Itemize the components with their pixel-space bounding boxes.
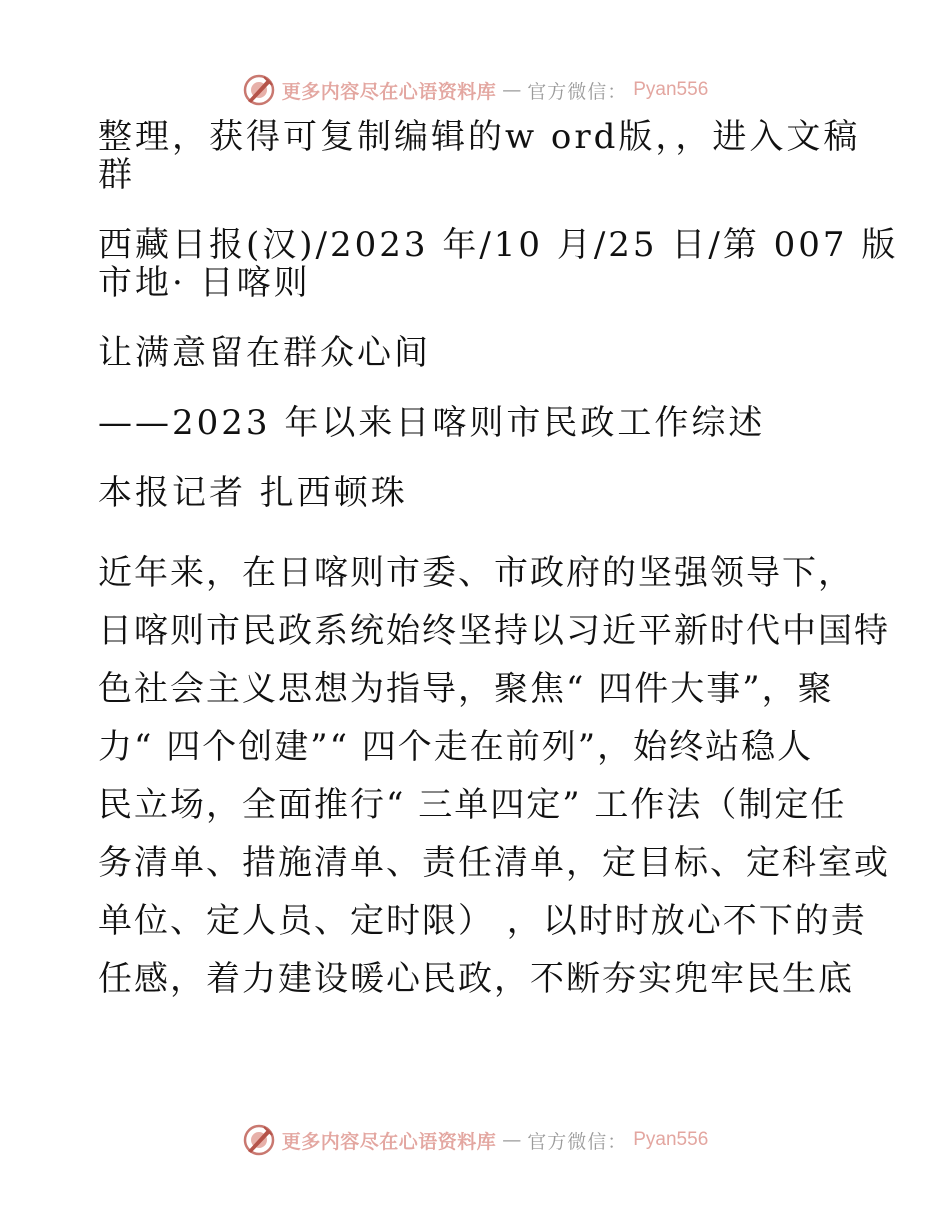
paragraph-line: 西藏日报(汉)/2023 年/10 月/25 日/第 007 版	[98, 225, 899, 265]
body-line: 近年来，在日喀则市委、市政府的坚强领导下，	[98, 553, 854, 593]
body-line: 日喀则市民政系统始终坚持以习近平新时代中国特	[98, 611, 890, 651]
body-line: 务清单、措施清单、责任清单，定目标、定科室或	[98, 843, 890, 883]
watermark-main-text: 更多内容尽在心语资料库	[281, 80, 497, 103]
body-line: 力“ 四个创建”“ 四个走在前列”，始终站稳人	[98, 727, 814, 767]
body-line: 民立场，全面推行“ 三单四定” 工作法（制定任	[98, 785, 847, 825]
body-line: 色社会主义思想为指导，聚焦“ 四件大事”，聚	[98, 669, 834, 709]
watermark-account: Pyan556	[633, 1129, 709, 1150]
paragraph-line: 市地· 日喀则	[98, 263, 311, 303]
watermark-sub-text: 官方微信：	[527, 1130, 628, 1153]
article-title	[98, 334, 858, 372]
paragraph-line: 让满意留在群众心间	[98, 333, 431, 373]
watermark-banner-top	[0, 70, 950, 110]
quill-seal-icon	[242, 1123, 276, 1157]
watermark-banner-bottom	[0, 1120, 950, 1160]
paragraph-source	[98, 225, 899, 303]
body-line: 任感，着力建设暖心民政，不断夯实兜牢民生底	[98, 959, 854, 999]
watermark-account: Pyan556	[633, 79, 709, 100]
document-content	[98, 117, 899, 1008]
body-line: 单位、定人员、定时限） ，以时时放心不下的责	[98, 901, 867, 941]
paragraph-intro	[98, 117, 861, 195]
paragraph-line: 整理，获得可复制编辑的w ord版，，进入文稿	[98, 117, 861, 157]
article-body	[98, 544, 890, 1008]
watermark-sub-text: 官方微信：	[527, 80, 628, 103]
watermark-dash: —	[502, 1129, 522, 1151]
article-subtitle	[98, 404, 858, 442]
quill-seal-icon	[242, 73, 276, 107]
paragraph-line: 本报记者 扎西顿珠	[98, 473, 408, 513]
paragraph-line: 群	[98, 155, 135, 195]
article-byline	[98, 474, 858, 512]
paragraph-line: ——2023 年以来日喀则市民政工作综述	[98, 403, 766, 443]
watermark-main-text: 更多内容尽在心语资料库	[281, 1130, 497, 1153]
watermark-dash: —	[502, 79, 522, 101]
